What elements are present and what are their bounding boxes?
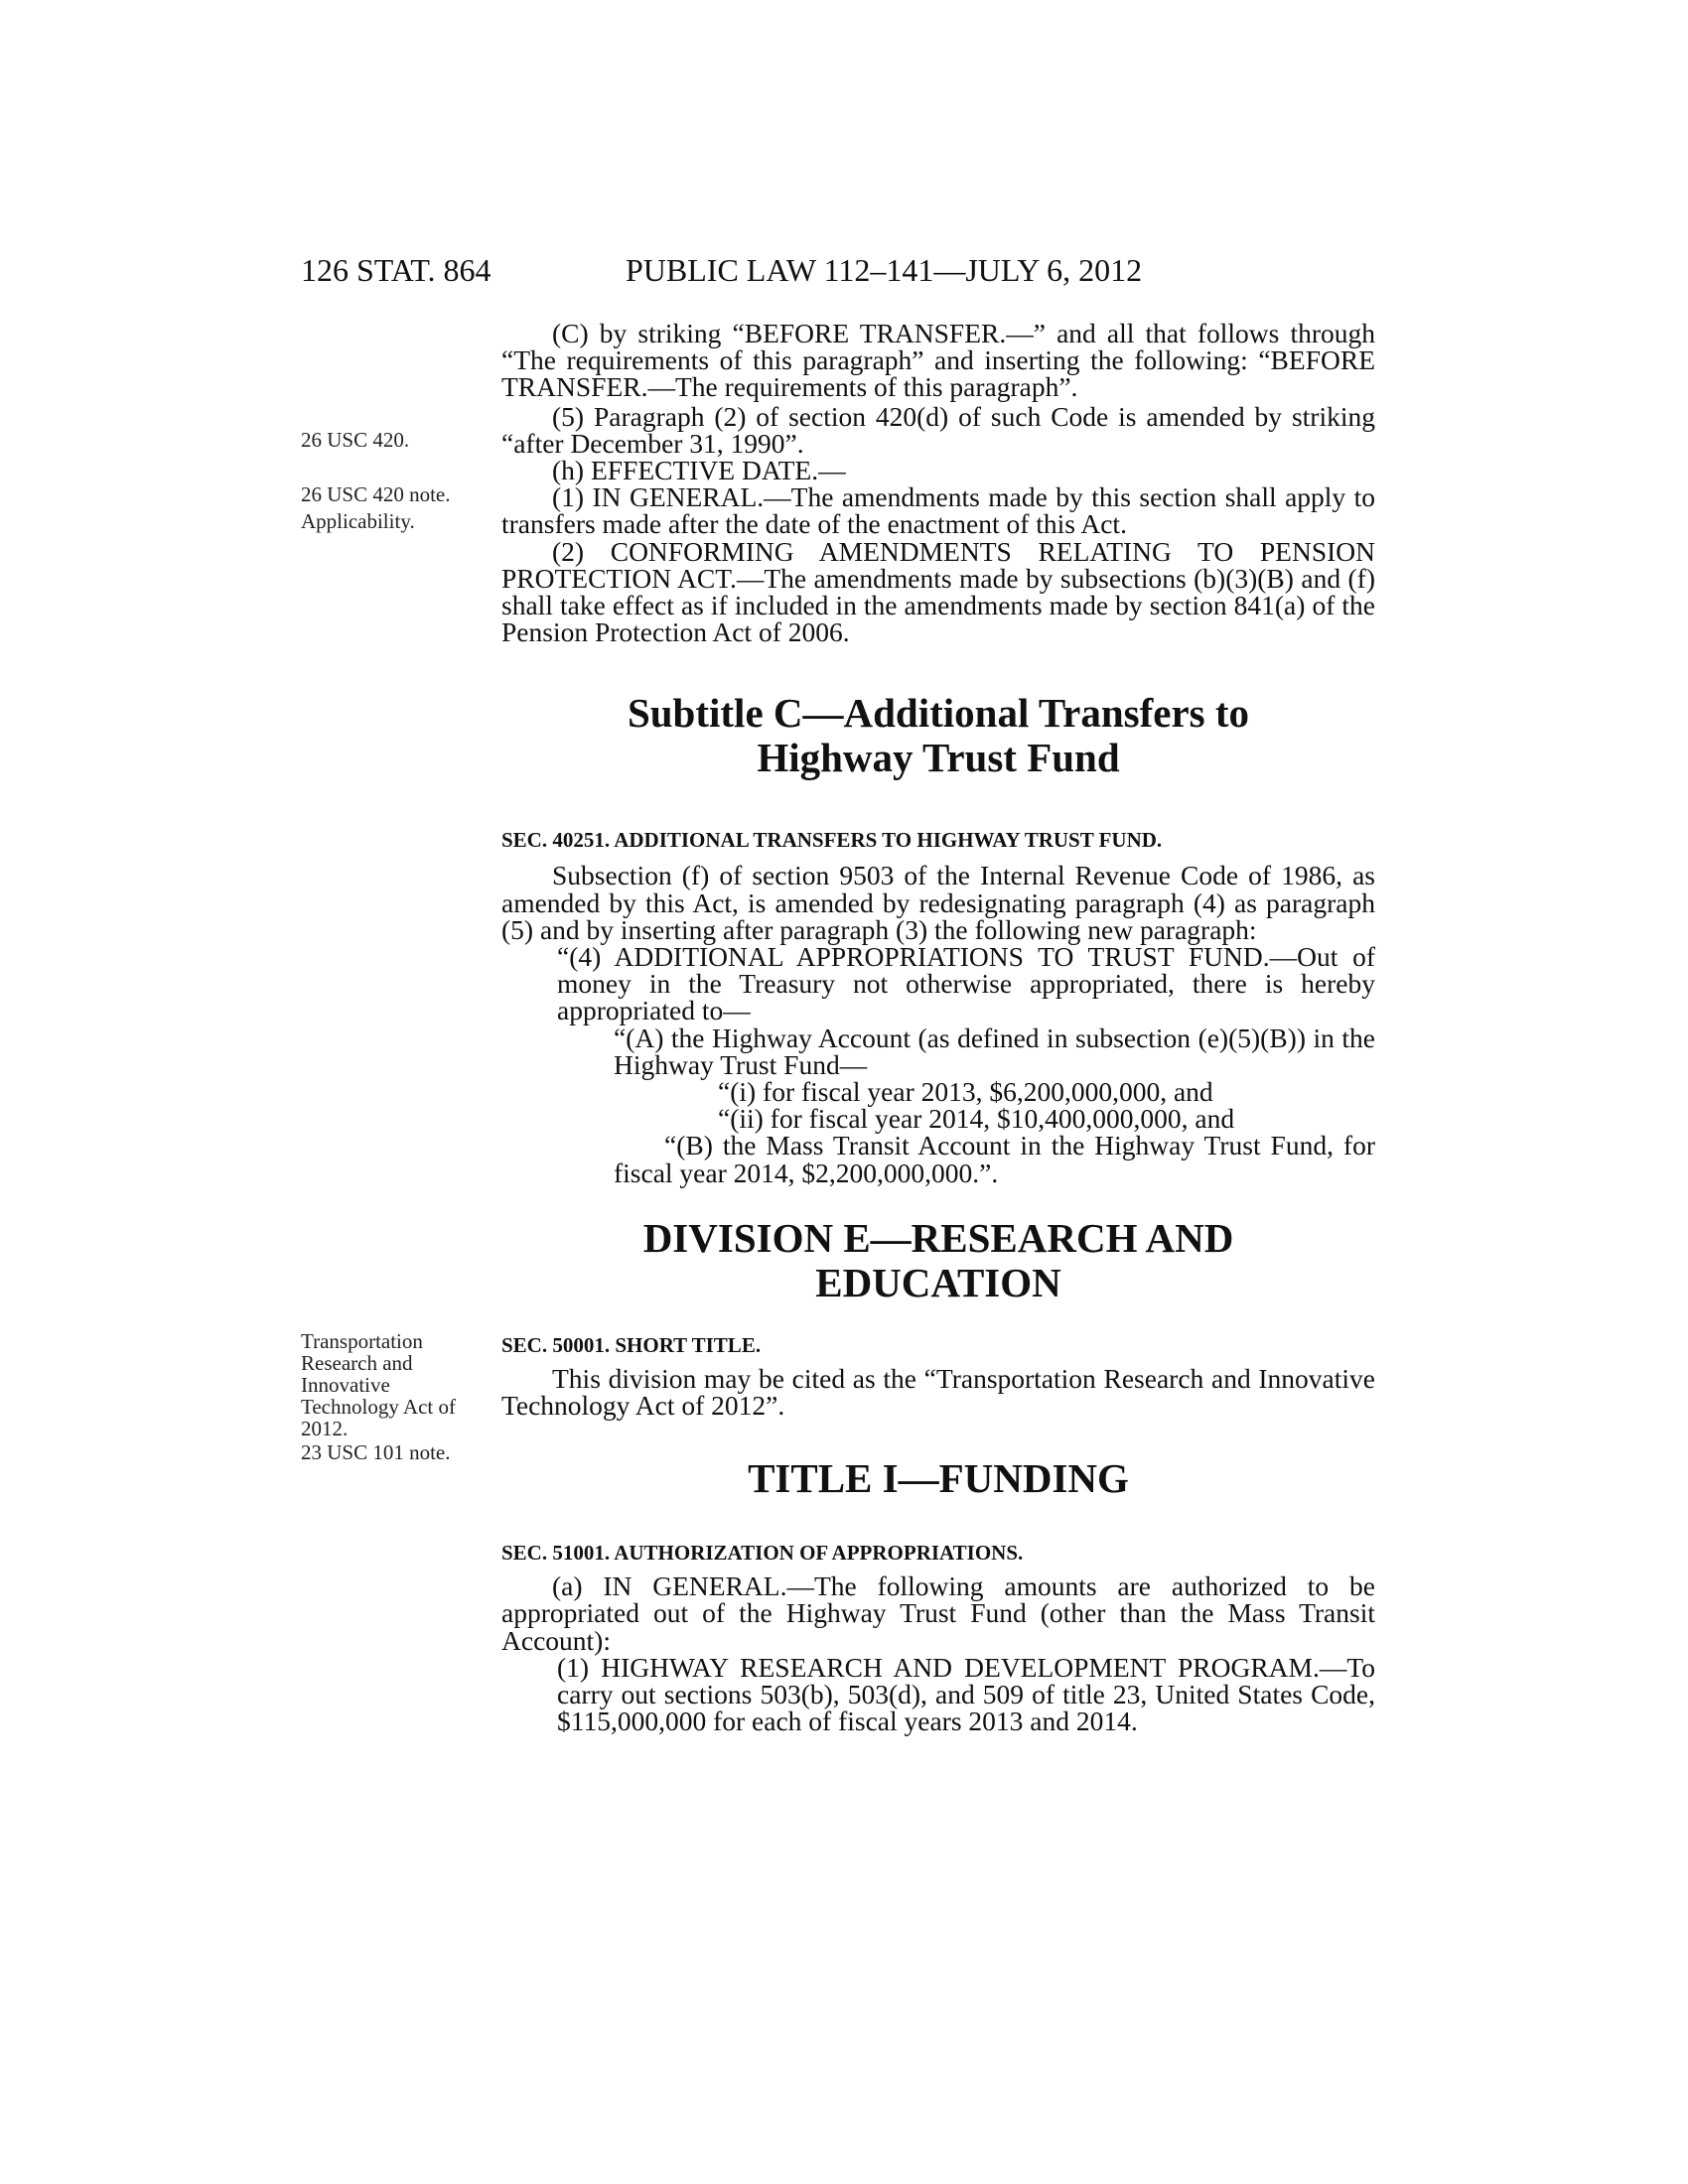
paragraph-A: “(A) the Highway Account (as defined in subsection (e)(5)(B)) in the Highway Trust Fund— bbox=[614, 1022, 1375, 1080]
law-title-header: PUBLIC LAW 112–141—JULY 6, 2012 bbox=[626, 252, 1143, 288]
margin-note-line: Research and bbox=[301, 1351, 413, 1375]
section-50001-heading: SEC. 50001. SHORT TITLE. bbox=[501, 1332, 762, 1357]
section-40251-heading: SEC. 40251. ADDITIONAL TRANSFERS TO HIGHWAY TRUST FUND. bbox=[501, 828, 1163, 853]
margin-note-usc420: 26 USC 420. bbox=[301, 428, 410, 452]
margin-note-line: 2012. bbox=[301, 1417, 349, 1440]
page-reference: 126 STAT. 864 bbox=[301, 252, 492, 288]
division-e-heading-line2: EDUCATION bbox=[815, 1259, 1061, 1305]
subsection-h-heading: (h) EFFECTIVE DATE.— bbox=[552, 455, 846, 486]
margin-note-line: Transportation bbox=[301, 1329, 423, 1353]
paragraph-4-additional: “(4) ADDITIONAL APPROPRIATIONS TO TRUST FUND.—Out of money in the Treasury not otherwise appropriated, there is hereby appropriated to— bbox=[557, 941, 1375, 1026]
section-51001-heading: SEC. 51001. AUTHORIZATION OF APPROPRIATIONS. bbox=[501, 1541, 1024, 1566]
paragraph-a1: (1) HIGHWAY RESEARCH AND DEVELOPMENT PROGRAM.—To carry out sections 503(b), 503(d), and 509 of title 23, United States Code, $115,000,000 for each of fiscal years 2013 and 2014. bbox=[557, 1651, 1375, 1737]
document-body bbox=[501, 320, 1375, 1735]
margin-note-applicability: Applicability. bbox=[301, 509, 415, 533]
paragraph-B: “(B) the Mass Transit Account in the Highway Trust Fund, for fiscal year 2014, $2,200,000,000.”. bbox=[614, 1130, 1375, 1188]
margin-note-usc23: 23 USC 101 note. bbox=[301, 1440, 451, 1464]
subtitle-c-heading: Subtitle C—Additional Transfers to bbox=[627, 690, 1250, 737]
paragraph-i: “(i) for fiscal year 2013, $6,200,000,000, and bbox=[718, 1076, 1213, 1108]
division-e-heading: DIVISION E—RESEARCH AND bbox=[642, 1214, 1234, 1261]
title-i-heading: TITLE I—FUNDING bbox=[748, 1455, 1129, 1502]
subsection-a-general: (a) IN GENERAL.—The following amounts are authorized to be appropriated out of the Highway Trust Fund (other than the Mass Transit Account): bbox=[501, 1570, 1375, 1656]
section-40251-intro: Subsection (f) of section 9503 of the Internal Revenue Code of 1986, as amended by this Act, is amended by redesignating paragraph (4) as paragraph (5) and by inserting after paragraph (3) the following new paragraph: bbox=[501, 860, 1375, 945]
margin-note-usc420-note: 26 USC 420 note. bbox=[301, 482, 451, 506]
margin-note-short-title bbox=[301, 1330, 485, 1439]
paragraph-ii: “(ii) for fiscal year 2014, $10,400,000,000, and bbox=[718, 1103, 1235, 1135]
margin-note-line: Technology Act of bbox=[301, 1395, 456, 1419]
paragraph-h2: (2) CONFORMING AMENDMENTS RELATING TO PENSION PROTECTION ACT.—The amendments made by subsections (b)(3)(B) and (f) shall take effect as if included in the amendments made by section 841(a) of the Pension Protection Act of 2006. bbox=[501, 535, 1375, 648]
margin-note-line: Innovative bbox=[301, 1373, 390, 1397]
subtitle-c-heading-line2: Highway Trust Fund bbox=[757, 735, 1120, 781]
paragraph-h1: (1) IN GENERAL.—The amendments made by this section shall apply to transfers made after the date of the enactment of this Act. bbox=[501, 481, 1375, 540]
section-50001-text: This division may be cited as the “Transportation Research and Innovative Technology Act of 2012”. bbox=[501, 1362, 1375, 1422]
paragraph-c-striking: (C) by striking “BEFORE TRANSFER.—” and all that follows through “The requirements of this paragraph” and inserting the following: “BEFORE TRANSFER.—The requirements of this paragraph”. bbox=[501, 318, 1375, 403]
paragraph-5: (5) Paragraph (2) of section 420(d) of such Code is amended by striking “after December 31, 1990”. bbox=[501, 400, 1375, 459]
